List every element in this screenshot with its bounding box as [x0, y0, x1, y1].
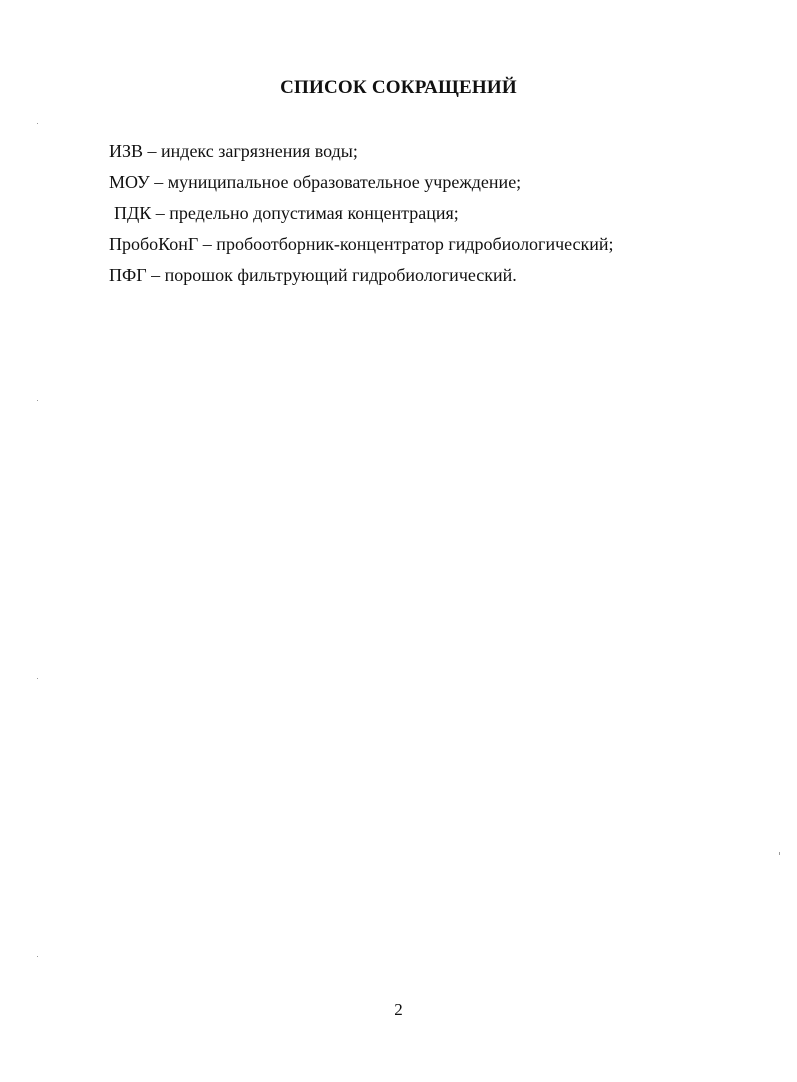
abbreviation-item-mou: МОУ – муниципальное образовательное учреждение; [109, 172, 522, 192]
abbreviation-item-probokong: ПробоКонГ – пробоотборник-концентратор гидробиологический; [109, 234, 614, 254]
page-number: 2 [394, 1000, 403, 1019]
scan-speck [37, 956, 38, 957]
abbreviation-item-pfg: ПФГ – порошок фильтрующий гидробиологический. [109, 265, 517, 285]
scan-speck [37, 678, 38, 679]
scan-speck [779, 852, 780, 855]
scan-speck [37, 123, 38, 124]
abbreviation-item-izv: ИЗВ – индекс загрязнения воды; [109, 141, 358, 161]
scan-speck [37, 400, 38, 401]
abbreviation-list [109, 140, 614, 295]
abbreviation-item-pdk: ПДК – предельно допустимая концентрация; [114, 203, 459, 223]
document-title: СПИСОК СОКРАЩЕНИЙ [280, 77, 517, 98]
